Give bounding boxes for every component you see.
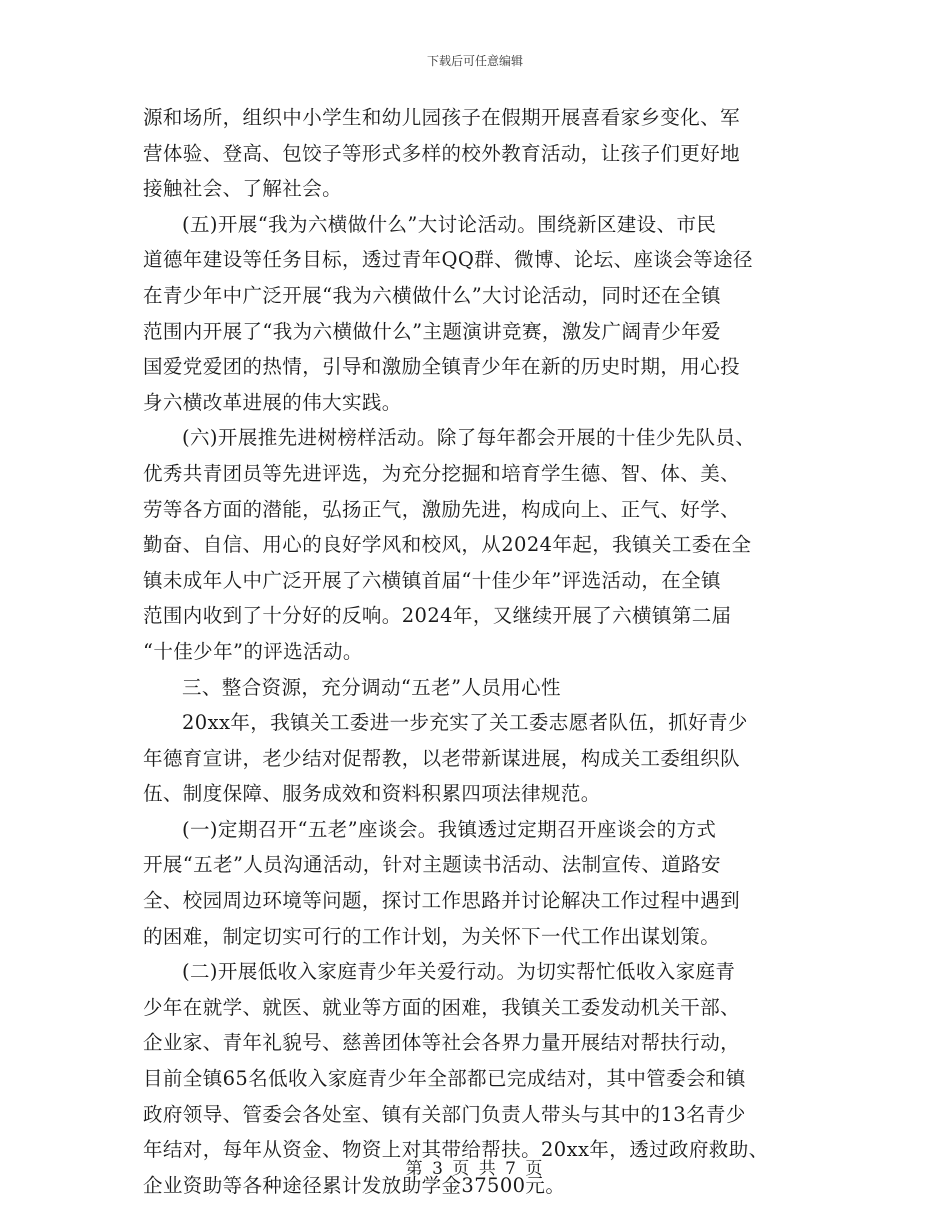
- text-line: (二)开展低收入家庭青少年关爱行动。为切实帮忙低收入家庭青: [182, 960, 736, 984]
- text-line: 范围内收到了十分好的反响。2024年，又继续开展了六横镇第二届: [143, 604, 732, 628]
- text-line: 年德育宣讲，老少结对促帮教，以老带新谋进展，构成关工委组织队: [143, 746, 741, 770]
- text-line: 勤奋、自信、用心的良好学风和校风，从2024年起，我镇关工委在全: [143, 533, 752, 557]
- text-line: “十佳少年”的评选活动。: [143, 639, 363, 663]
- page-number: 第 3 页 共 7 页: [405, 1159, 545, 1179]
- text-line: 全、校园周边环境等问题，探讨工作思路并讨论解决工作过程中遇到: [143, 889, 741, 913]
- text-line: 企业资助等各种途径累计发放助学金37500元。: [143, 1173, 566, 1197]
- text-line: 政府领导、管委会各处室、镇有关部门负责人带头与其中的13名青少: [143, 1102, 746, 1126]
- text-line: 在青少年中广泛开展“我为六横做什么”大讨论活动，同时还在全镇: [143, 283, 721, 307]
- text-line: 国爱党爱团的热情，引导和激励全镇青少年在新的历史时期，用心投: [143, 355, 741, 379]
- text-line: 的困难，制定切实可行的工作计划，为关怀下一代工作出谋划策。: [143, 924, 721, 948]
- text-line: 营体验、登高、包饺子等形式多样的校外教育活动，让孩子们更好地: [143, 141, 741, 165]
- text-line: 年结对，每年从资金、物资上对其带给帮扶。20xx年，透过政府救助、: [143, 1138, 769, 1162]
- document-body: [143, 100, 813, 1203]
- text-line: 劳等各方面的潜能，弘扬正气，激励先进，构成向上、正气、好学、: [143, 497, 741, 521]
- text-line: 伍、制度保障、服务成效和资料积累四项法律规范。: [143, 782, 601, 806]
- text-line: 源和场所，组织中小学生和幼儿园孩子在假期开展喜看家乡变化、军: [143, 106, 741, 129]
- text-line: 20xx年，我镇关工委进一步充实了关工委志愿者队伍，抓好青少: [182, 711, 748, 735]
- text-line: 接触社会、了解社会。: [143, 177, 343, 201]
- text-line: 企业家、青年礼貌号、慈善团体等社会各界力量开展结对帮扶行动，: [143, 1031, 741, 1055]
- text-line: (六)开展推先进树榜样活动。除了每年都会开展的十佳少先队员、: [182, 426, 756, 450]
- page-header-note: 下载后可任意编辑: [426, 54, 523, 68]
- text-line: 身六横改革进展的伟大实践。: [143, 390, 402, 414]
- text-line: 少年在就学、就医、就业等方面的困难，我镇关工委发动机关干部、: [143, 995, 741, 1019]
- text-line: 开展“五老”人员沟通活动，针对主题读书活动、法制宣传、道路安: [143, 853, 721, 877]
- text-line: 目前全镇65名低收入家庭青少年全部都已完成结对，其中管委会和镇: [143, 1067, 746, 1091]
- text-line: 三、整合资源，充分调动“五老”人员用心性: [182, 675, 561, 699]
- text-line: 镇未成年人中广泛开展了六横镇首届“十佳少年”评选活动，在全镇: [143, 568, 721, 592]
- text-line: 道德年建设等任务目标，透过青年QQ群、微博、论坛、座谈会等途径: [143, 248, 753, 272]
- text-line: 范围内开展了“我为六横做什么”主题演讲竞赛，激发广阔青少年爱: [143, 319, 721, 343]
- text-line: (一)定期召开“五老”座谈会。我镇透过定期召开座谈会的方式: [182, 817, 717, 841]
- text-line: 优秀共青团员等先进评选，为充分挖掘和培育学生德、智、体、美、: [143, 461, 741, 485]
- text-line: (五)开展“我为六横做什么”大讨论活动。围绕新区建设、市民: [182, 212, 717, 236]
